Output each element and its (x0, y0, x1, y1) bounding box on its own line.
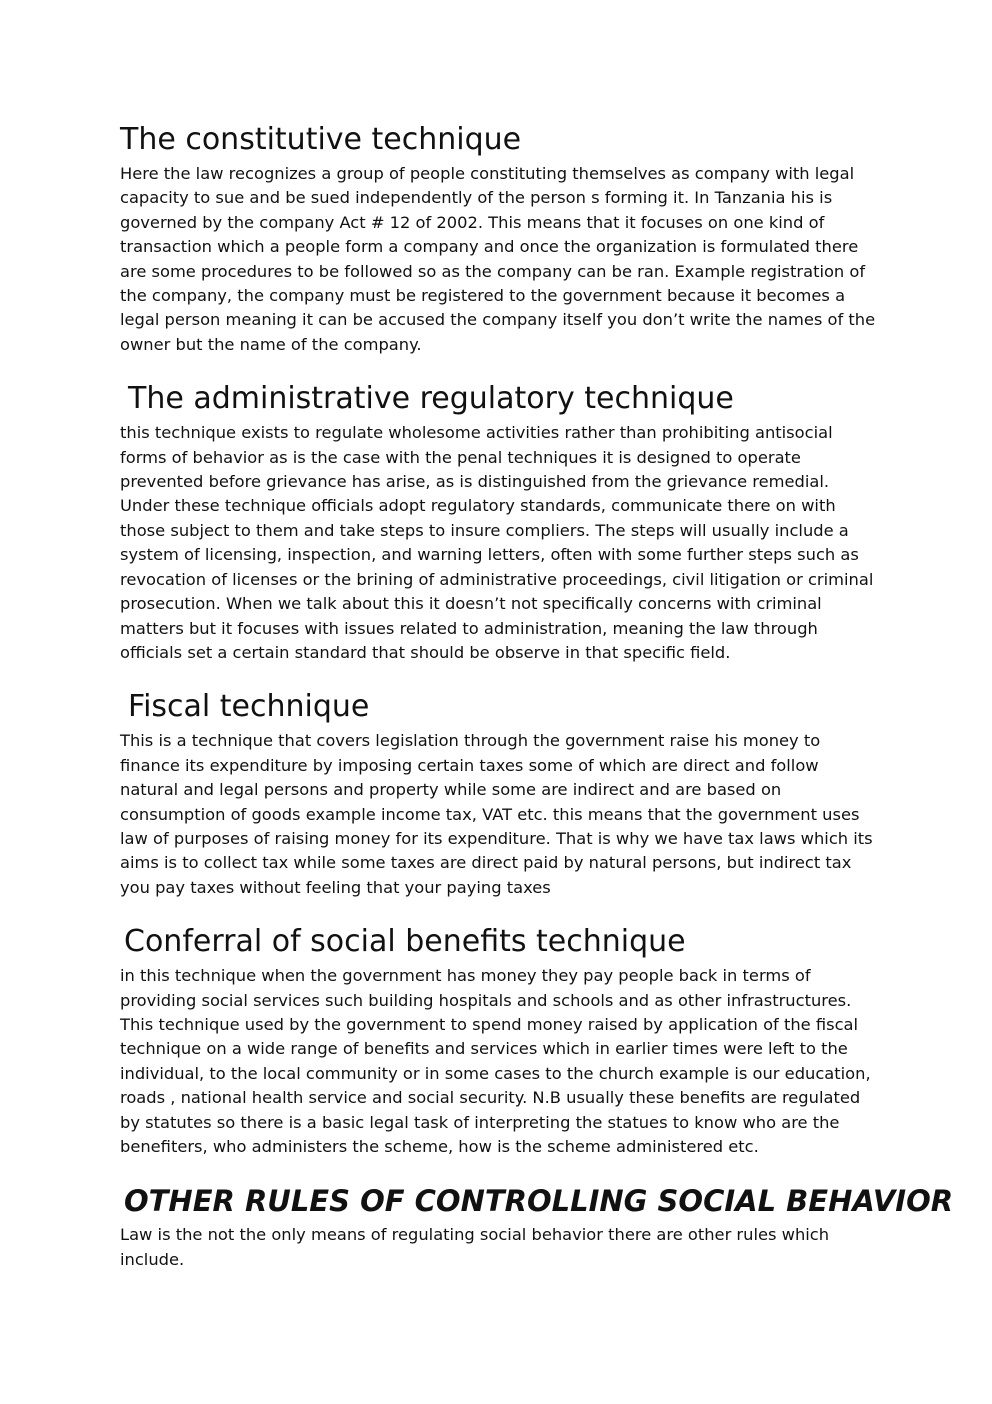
section-fiscal-technique (120, 685, 880, 900)
section-heading: The administrative regulatory technique (128, 381, 734, 417)
section-paragraph: this technique exists to regulate wholesome activities rather than prohibiting antisocial forms of behavior as is the case with the penal techniques it is designed to operate prevented before grievance has arise, as is distinguished from the grievance remedial. Under these technique officials adopt regulatory standards, communicate there on with those subject to them and take steps to insure compliers. The steps will usually include a system of licensing, inspection, and warning letters, often with some further steps such as revocation of licenses or the brining of administrative proceedings, civil litigation or criminal prosecution. When we talk about this it doesn’t not specifically concerns with criminal matters but it focuses with issues related to administration, meaning the law through officials set a certain standard that should be observe in that specific field. (120, 423, 874, 662)
section-heading: The constitutive technique (120, 122, 522, 157)
section-heading: Fiscal technique (128, 689, 370, 725)
section-heading: OTHER RULES OF CONTROLLING SOCIAL BEHAVIOR (124, 1184, 954, 1219)
section-constitutive-technique (120, 118, 880, 357)
section-heading: Conferral of social benefits technique (124, 924, 686, 960)
section-paragraph: in this technique when the government has money they pay people back in terms of providing social services such building hospitals and schools and as other infrastructures. This technique used by the government to spend money raised by application of the fiscal technique on a wide range of benefits and services which in earlier times were left to the individual, to the local community or in some cases to the church example is our education, roads , national health service and social security. N.B usually these benefits are regulated by statutes so there is a basic legal task of interpreting the statues to know who are the benefiters, who administers the scheme, how is the scheme administered etc. (120, 966, 871, 1156)
section-paragraph: Law is the not the only means of regulating social behavior there are other rules which include. (120, 1225, 830, 1269)
section-other-rules (120, 1179, 954, 1272)
section-paragraph: Here the law recognizes a group of people constituting themselves as company with legal capacity to sue and be sued independently of the person s forming it. In Tanzania his is governed by the company Act # 12 of 2002. This means that it focuses on one kind of transaction which a people form a company and once the organization is formulated there are some procedures to be followed so as the company can be ran. Example registration of the company, the company must be registered to the government because it becomes a legal person meaning it can be accused the company itself you don’t write the names of the owner but the name of the company. (120, 164, 876, 354)
document-page (120, 118, 954, 1272)
section-paragraph: This is a technique that covers legislation through the government raise his money to finance its expenditure by imposing certain taxes some of which are direct and follow natural and legal persons and property while some are indirect and are based on consumption of goods example income tax, VAT etc. this means that the government uses law of purposes of raising money for its expenditure. That is why we have tax laws which its aims is to collect tax while some taxes are direct paid by natural persons, but indirect tax you pay taxes without feeling that your paying taxes (120, 731, 873, 897)
section-conferral-social-benefits (120, 920, 880, 1159)
section-administrative-regulatory-technique (120, 377, 880, 665)
